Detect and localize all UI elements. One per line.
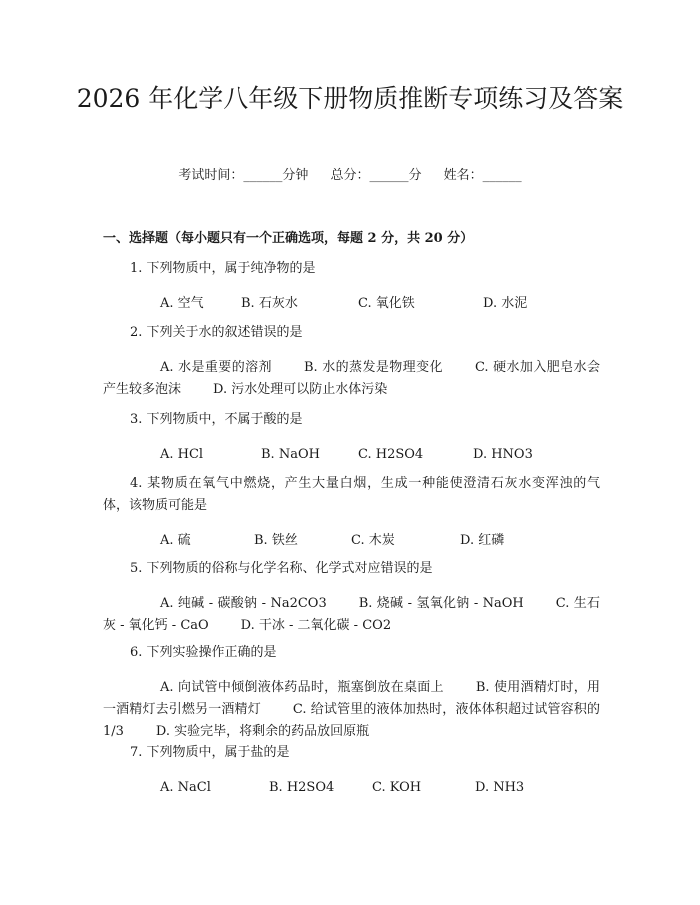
option-b: B. 烧碱 - 氢氧化钠 - NaOH <box>358 596 524 611</box>
option-c: C. 生石灰 - 氧化钙 - CaO <box>103 596 600 633</box>
question-options <box>103 444 600 466</box>
question-options <box>103 530 600 552</box>
section-title: 一、选择题（每小题只有一个正确选项，每题 2 分，共 20 分） <box>103 231 474 246</box>
question-4 <box>103 473 600 552</box>
option-a: A. NaCl <box>160 780 211 795</box>
option-d: D. 水泥 <box>483 296 528 311</box>
option-b: B. 使用酒精灯时，用一酒精灯去引燃另一酒精灯 <box>103 680 600 717</box>
question-3 <box>103 409 600 466</box>
option-b: B. 石灰水 <box>241 296 298 311</box>
option-a: A. 水是重要的溶剂 <box>160 360 272 375</box>
question-7 <box>103 742 600 799</box>
student-name: 姓名：______ <box>443 168 522 183</box>
question-stem: 3. 下列物质中，不属于酸的是 <box>130 412 303 427</box>
question-6 <box>103 642 600 743</box>
option-d: D. 实验完毕，将剩余的药品放回原瓶 <box>155 724 370 739</box>
question-stem: 6. 下列实验操作正确的是 <box>130 645 277 660</box>
option-b: B. 铁丝 <box>254 533 298 548</box>
option-c: C. H2SO4 <box>358 447 424 462</box>
option-d: D. 污水处理可以防止水体污染 <box>213 382 388 397</box>
exam-info <box>0 167 700 185</box>
question-stem: 1. 下列物质中，属于纯净物的是 <box>130 261 316 276</box>
question-options <box>103 593 600 637</box>
question-2 <box>103 322 600 401</box>
option-d: D. 干冰 - 二氧化碳 - CO2 <box>240 618 392 633</box>
option-a: A. HCl <box>160 447 204 462</box>
option-c: C. KOH <box>372 780 422 795</box>
option-c: C. 硬水加入肥皂水会产生较多泡沫 <box>103 360 600 397</box>
option-c: C. 木炭 <box>351 533 395 548</box>
option-d: D. NH3 <box>475 780 525 795</box>
option-b: B. 水的蒸发是物理变化 <box>303 360 443 375</box>
option-b: B. NaOH <box>261 447 320 462</box>
option-a: A. 硫 <box>160 533 191 548</box>
exam-time: 考试时间：______分钟 <box>178 168 309 183</box>
option-a: A. 空气 <box>160 296 204 311</box>
question-options <box>103 677 600 743</box>
option-d: D. 红磷 <box>460 533 505 548</box>
question-stem: 7. 下列物质中，属于盐的是 <box>130 745 290 760</box>
option-c: C. 氧化铁 <box>358 296 415 311</box>
option-d: D. HNO3 <box>473 447 533 462</box>
question-stem: 2. 下列关于水的叙述错误的是 <box>130 325 303 340</box>
question-options <box>103 293 600 315</box>
option-a: A. 纯碱 - 碳酸钠 - Na2CO3 <box>160 596 327 611</box>
question-options <box>103 777 600 799</box>
page-title: 2026 年化学八年级下册物质推断专项练习及答案 <box>76 84 624 113</box>
question-1 <box>103 258 600 315</box>
option-c: C. 给试管里的液体加热时，液体体积超过试管容积的 1/3 <box>103 702 600 739</box>
question-options <box>103 357 600 401</box>
question-stem: 5. 下列物质的俗称与化学名称、化学式对应错误的是 <box>130 561 433 576</box>
question-stem: 4. 某物质在氧气中燃烧，产生大量白烟，生成一种能使澄清石灰水变浑浊的气体，该物质可能是 <box>103 476 600 513</box>
option-a: A. 向试管中倾倒液体药品时，瓶塞倒放在桌面上 <box>160 680 444 695</box>
question-5 <box>103 558 600 637</box>
exam-score: 总分：______分 <box>330 168 422 183</box>
option-b: B. H2SO4 <box>269 780 335 795</box>
